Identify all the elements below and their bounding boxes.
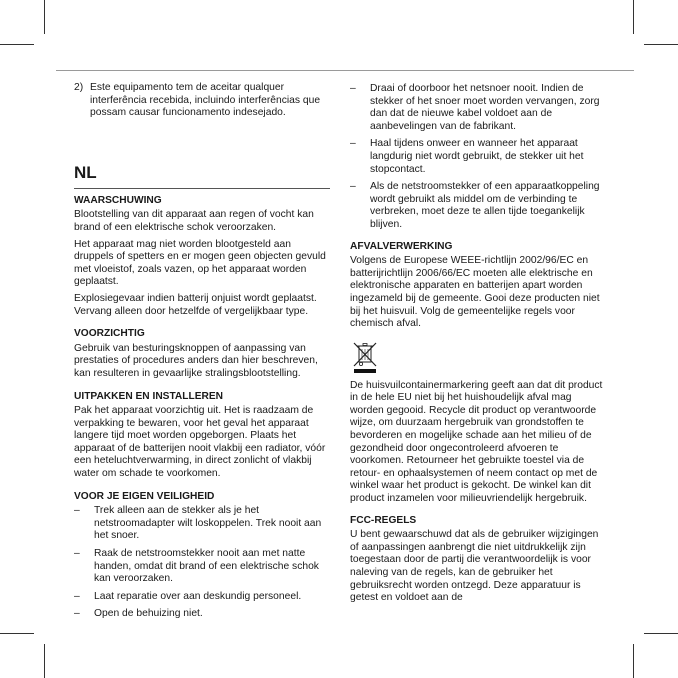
safety-list — [74, 505, 330, 621]
top-rule — [56, 70, 634, 71]
unpacking-text: Pak het apparaat voorzichtig uit. Het is raadzaam de verpakking te bewaren, voor het geval het apparaat langere tijd moet worden opgeborgen. Plaats het apparaat of de batterijen nooit vlakbij een radiator, vóór een heteluchtverwarming, in direct zonlicht of vlakbij water om schade te voorkomen. — [74, 405, 326, 480]
warning-paragraph: Explosiegevaar indien batterij onjuist wordt geplaatst. Vervang alleen door hetzelfde of vergelijkbaar type. — [74, 292, 317, 317]
fcc-heading: FCC-REGELS — [350, 514, 417, 526]
warning-paragraph: Het apparaat mag niet worden blootgesteld aan druppels of spetters en er mogen geen objecten gevuld met vloeistof, zoals vazen, op het apparaat worden geplaatst. — [74, 238, 326, 288]
crop-mark — [44, 0, 45, 34]
crop-mark — [0, 44, 34, 45]
intro-list-item — [74, 82, 330, 120]
list-item: – Haal tijdens onweer en wanneer het apparaat langdurig niet wordt gebruikt, de stekker uit het stopcontact. — [350, 138, 584, 175]
unpacking-heading: UITPAKKEN EN INSTALLEREN — [74, 390, 224, 402]
caution-text: Gebruik van besturingsknoppen of aanpassing van prestaties of procedures anders dan hier beschreven, kan resulteren in gevaarlijke stralingsblootstelling. — [74, 342, 318, 379]
weee-crossed-bin-icon — [350, 340, 380, 374]
intro-text: Este equipamento tem de aceitar qualquer interferência recebida, incluindo interferências que possam causar funcionamento indesejado. — [90, 82, 321, 119]
caution-heading: VOORZICHTIG — [74, 328, 145, 340]
list-item: – Laat reparatie over aan deskundig personeel. — [74, 590, 302, 602]
list-item: – Open de behuizing niet. — [74, 608, 203, 620]
crop-mark — [633, 0, 634, 34]
left-column — [74, 76, 330, 626]
fcc-text: U bent gewaarschuwd dat als de gebruiker wijzigingen of aanpassingen aanbrengt die niet uitdrukkelijk zijn toegestaan door de partij die verantwoordelijk is voor naleving van de regels, kan de gebruiker het gebruiksrecht worden ontzegd. Deze apparatuur is getest en voldoet aan de — [350, 529, 599, 604]
intro-number: 2) — [74, 82, 84, 93]
list-item: – Raak de netstroomstekker nooit aan met natte handen, omdat dit brand of een elektrische schok kan veroorzaken. — [74, 548, 319, 585]
disposal-after-icon-text: De huisvuilcontainermarkering geeft aan dat dit product in de hele EU niet bij het huishoudelijk afval mag worden gegooid. Recycle dit product op verantwoorde wijze, om duurzaam hergebruik van grondstoffen te bevorderen en mogelijke schade aan het milieu of de gezondheid door ongecontroleerd afvoeren te voorkomen. Retourneer het gebruikte toestel via de retour- en ophaalsystemen of neem contact op met de winkel waar het product is gekocht. De winkel kan dit product inzamelen voor milieuvriendelijk hergebruik. — [350, 379, 603, 505]
safety-list-continued — [350, 83, 606, 232]
list-item: – Trek alleen aan de stekker als je het netstroomadapter wilt loskoppelen. Trek nooit aan het snoer. — [74, 505, 322, 542]
warning-paragraph: Blootstelling van dit apparaat aan regen of vocht kan brand of een elektrische schok veroorzaken. — [74, 209, 314, 233]
disposal-text: Volgens de Europese WEEE-richtlijn 2002/96/EC en batterijrichtlijn 2006/66/EC moeten alle elektrische en elektronische apparaten en batterijen apart worden ingezameld bij de gemeente. Gooi deze producten niet bij het huisvuil. Volg de gemeentelijke regels voor chemisch afval. — [350, 255, 600, 330]
crop-mark — [644, 44, 678, 45]
safety-heading: VOOR JE EIGEN VEILIGHEID — [74, 490, 215, 502]
list-item: – Als de netstroomstekker of een apparaatkoppeling wordt gebruikt als middel om de verbinding te verbreken, moet deze te allen tijde toegankelijk blijven. — [350, 181, 600, 230]
list-item: – Draai of doorboor het netsnoer nooit. Indien de stekker of het snoer moet worden vervangen, zorg dan dat de nieuwe kabel voldoet aan de aanbevelingen van de fabrikant. — [350, 83, 600, 132]
language-heading: NL — [74, 162, 97, 182]
crop-mark — [644, 633, 678, 634]
language-rule — [74, 188, 330, 189]
right-column — [350, 76, 606, 609]
warning-heading: WAARSCHUWING — [74, 194, 162, 206]
crop-mark — [0, 633, 34, 634]
disposal-heading: AFVALVERWERKING — [350, 240, 453, 252]
crop-mark — [44, 644, 45, 678]
crop-mark — [633, 644, 634, 678]
